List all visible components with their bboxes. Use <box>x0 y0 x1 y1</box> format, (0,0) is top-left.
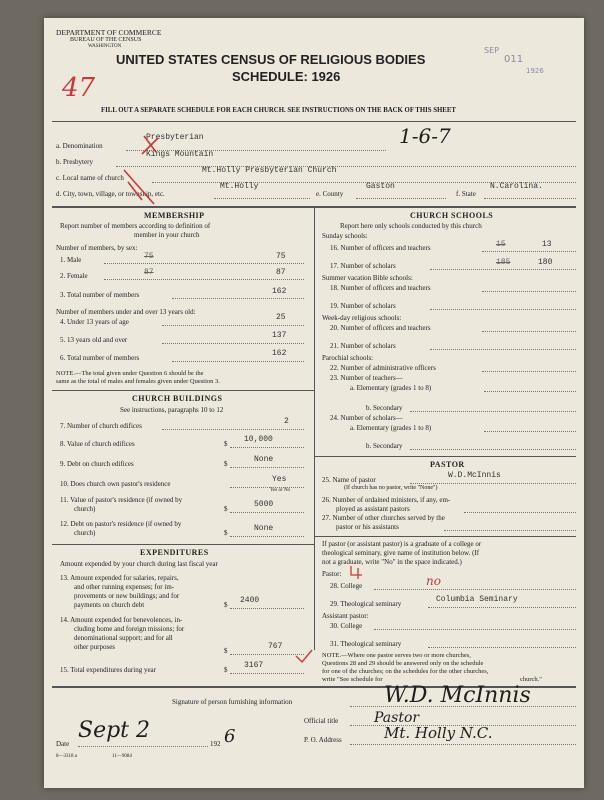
year-value: 6 <box>224 726 236 747</box>
summer-schools-label: Summer vacation Bible schools: <box>322 274 413 282</box>
parochial-schools-label: Parochial schools: <box>322 354 374 362</box>
q4-line <box>162 325 304 326</box>
po-address-label: P. O. Address <box>304 736 342 744</box>
state-value: N.Carolina. <box>490 182 543 191</box>
q24a-line <box>484 431 576 432</box>
q22-line <box>482 371 576 372</box>
city-town-line <box>214 198 310 199</box>
q14-label-2: cluding home and foreign missions; for <box>74 625 185 633</box>
q27-line <box>444 530 576 531</box>
q15-dollar: $ <box>224 666 228 674</box>
q14-label-1: 14. Amount expended for benevolences, in- <box>60 616 183 624</box>
presbytery-label: b. Presbytery <box>56 158 93 166</box>
local-name-label: c. Local name of church <box>56 174 124 182</box>
q4-under13-value: 25 <box>276 313 286 322</box>
po-address-line <box>350 744 576 745</box>
membership-note-2: same as the total of males and females given under Question 3. <box>56 378 220 385</box>
q13-line <box>230 608 304 609</box>
header-rule <box>52 121 576 122</box>
q15-label: 15. Total expenditures during year <box>60 666 156 674</box>
members-by-sex-label: Number of members, by sex: <box>56 244 138 252</box>
age-group-label: Number of members under and over 13 years old: <box>56 308 196 316</box>
q28-label: 28. College <box>330 582 363 590</box>
buildings-rule <box>52 390 314 391</box>
q24-label: 24. Number of scholars— <box>330 414 403 422</box>
q17-struck: 185 <box>496 258 511 267</box>
county-label: e. County <box>316 190 344 198</box>
q13-label-1: 13. Amount expended for salaries, repairs, <box>60 574 179 582</box>
expenditures-rule <box>52 544 314 545</box>
form-code-2: 11—9084 <box>112 754 132 759</box>
census-schedule-sheet <box>44 18 584 788</box>
q24a-label: a. Elementary (grades 1 to 8) <box>350 424 432 432</box>
q1-male-struck: 75 <box>144 252 154 261</box>
q16-value: 13 <box>542 240 552 249</box>
q15-line <box>230 673 304 674</box>
local-name-value: Mt.Holly Presbyterian Church <box>202 166 337 175</box>
pastor-note-1: NOTE.—Where one pastor serves two or more churches, <box>322 652 471 659</box>
year-prefix: 192 <box>210 740 221 748</box>
graduate-intro-3: not a graduate, write "No" in the space indicated.) <box>322 558 462 566</box>
q17-label: 17. Number of scholars <box>330 262 396 270</box>
column-divider <box>314 206 315 650</box>
buildings-heading: CHURCH BUILDINGS <box>132 394 223 403</box>
q9-dollar: $ <box>224 460 228 468</box>
form-title: UNITED STATES CENSUS OF RELIGIOUS BODIES <box>116 52 426 67</box>
q5-over13-label: 5. 13 years old and over <box>60 336 128 344</box>
presbytery-line <box>116 166 576 167</box>
q22-label: 22. Number of administrative officers <box>330 364 436 372</box>
state-line <box>484 198 576 199</box>
q17-value: 180 <box>538 258 553 267</box>
q16-label: 16. Number of officers and teachers <box>330 244 431 252</box>
q31-label: 31. Theological seminary <box>330 640 402 648</box>
pastor-note-4: write "See schedule for <box>322 676 383 683</box>
q10-hint: Yes or No <box>270 488 291 493</box>
q29-line <box>428 607 576 608</box>
date-line <box>78 746 208 747</box>
q24b-line <box>410 449 576 450</box>
q14-dollar: $ <box>224 647 228 655</box>
official-title-label: Official title <box>304 717 339 725</box>
q9-debt-label: 9. Debt on church edifices <box>60 460 134 468</box>
q11-line <box>230 512 304 513</box>
q6-line <box>172 361 304 362</box>
q28-value: no <box>426 574 441 588</box>
q27-label-1: 27. Number of other churches served by the <box>322 514 445 522</box>
q5-over13-value: 137 <box>272 331 287 340</box>
q25-label: 25. Name of pastor <box>322 476 376 484</box>
q23b-label: b. Secondary <box>366 404 403 412</box>
pastor-note-5: church." <box>520 676 542 683</box>
q21-line <box>430 349 576 350</box>
q13-value: 2400 <box>240 596 260 605</box>
sunday-schools-label: Sunday schools: <box>322 232 368 240</box>
graduate-intro-2: theological seminary, give name of institution below. (If <box>322 549 480 557</box>
q31-line <box>428 647 576 648</box>
form-schedule-year: SCHEDULE: 1926 <box>232 69 341 84</box>
presbytery-value: Kings Mountain <box>146 150 214 159</box>
q19-label: 19. Number of scholars <box>330 302 396 310</box>
membership-heading: MEMBERSHIP <box>144 211 205 220</box>
q18-label: 18. Number of officers and teachers <box>330 284 431 292</box>
schools-heading: CHURCH SCHOOLS <box>410 211 494 220</box>
q13-dollar: $ <box>224 601 228 609</box>
q12-value: None <box>254 524 274 533</box>
expenditures-heading: EXPENDITURES <box>140 548 209 557</box>
q14-line <box>230 654 304 655</box>
pastor-note-2: Questions 28 and 29 should be answered only on the schedule <box>322 660 484 667</box>
q19-line <box>430 309 576 310</box>
graduate-intro-1: If pastor (or assistant pastor) is a graduate of a college or <box>322 540 482 548</box>
q15-red-check <box>294 648 314 664</box>
q12-dollar: $ <box>224 529 228 537</box>
q7-edifices-label: 7. Number of church edifices <box>60 422 142 430</box>
q9-debt-value: None <box>254 455 274 464</box>
q13-label-3: provements or new buildings; and for <box>74 592 180 600</box>
q14-label-4: other purposes <box>74 643 116 651</box>
pastor-note-3: for one of the churches; on the schedules for the other churches, <box>322 668 489 675</box>
q25-hint: (If church has no pastor, write "None") <box>344 485 438 491</box>
q30-label: 30. College <box>330 622 363 630</box>
county-line <box>356 198 446 199</box>
q6-total-value: 162 <box>272 349 287 358</box>
q28-line <box>374 589 576 590</box>
q18-line <box>482 291 576 292</box>
bureau-label: BUREAU OF THE CENSUS <box>70 37 142 43</box>
q14-label-3: denominational support; and for all <box>74 634 173 642</box>
received-stamp-year: 1926 <box>526 67 544 75</box>
q3-total-value: 162 <box>272 287 287 296</box>
q8-value-amount: 10,000 <box>244 435 273 444</box>
q29-value: Columbia Seminary <box>436 595 518 604</box>
pastor-red-mark <box>348 564 368 580</box>
q1-line <box>104 263 304 264</box>
q6-total-label: 6. Total number of members <box>60 354 140 362</box>
q26-line <box>464 512 576 513</box>
q26-label-1: 26. Number of ordained ministers, if any, em- <box>322 496 451 504</box>
q12-line <box>230 536 304 537</box>
q13-label-4: payments on church debt <box>74 601 145 609</box>
q12-label-1: 12. Debt on pastor's residence (if owned by <box>60 520 182 528</box>
received-stamp-number: 011 <box>504 54 524 65</box>
q10-line <box>230 487 304 488</box>
q2-female-struck: 87 <box>144 268 154 277</box>
assistant-pastor-label: Assistant pastor: <box>322 612 369 620</box>
q20-line <box>482 331 576 332</box>
pastor-rule <box>314 456 576 457</box>
q27-label-2: pastor or his assistants <box>336 523 399 531</box>
q15-value: 3167 <box>244 661 264 670</box>
weekday-schools-label: Week-day religious schools: <box>322 314 402 322</box>
q2-female-label: 2. Female <box>60 272 88 280</box>
q11-label-1: 11. Value of pastor's residence (if owned by <box>60 496 183 504</box>
q14-value: 767 <box>268 642 283 651</box>
q16-line <box>482 251 576 252</box>
q30-line <box>374 629 576 630</box>
q29-label: 29. Theological seminary <box>330 600 402 608</box>
q25-line <box>410 483 576 484</box>
q7-line <box>162 429 304 430</box>
q3-line <box>172 298 304 299</box>
county-value: Gaston <box>366 182 395 191</box>
schools-subtitle: Report here only schools conducted by this church <box>340 222 482 230</box>
instruction-line: FILL OUT A SEPARATE SCHEDULE FOR EACH CHURCH. SEE INSTRUCTIONS ON THE BACK OF THIS SHEET <box>101 107 456 114</box>
classification-code: 1-6-7 <box>399 124 451 148</box>
signature-label: Signature of person furnishing information <box>172 698 293 706</box>
received-stamp-month: SEP <box>484 46 499 55</box>
city-town-value: Mt.Holly <box>220 182 259 191</box>
q2-line <box>104 279 304 280</box>
handwritten-number: 47 <box>62 73 96 103</box>
signature-value: W.D. McInnis <box>384 683 531 708</box>
q11-value: 5000 <box>254 500 274 509</box>
q24b-label: b. Secondary <box>366 442 403 450</box>
form-code: 8—3318 a <box>56 754 77 759</box>
pastor-divider <box>314 536 576 537</box>
q23-label: 23. Number of teachers— <box>330 374 403 382</box>
q10-residence-label: 10. Does church own pastor's residence <box>60 480 171 488</box>
city-label: WASHINGTON <box>88 44 122 49</box>
q7-edifices-value: 2 <box>284 417 289 426</box>
q11-label-2: church) <box>74 505 96 513</box>
q23a-label: a. Elementary (grades 1 to 8) <box>350 384 432 392</box>
q23a-line <box>484 391 576 392</box>
q4-under13-label: 4. Under 13 years of age <box>60 318 129 326</box>
q10-residence-value: Yes <box>272 475 287 484</box>
pastor-heading: PASTOR <box>430 460 465 469</box>
denomination-value: Presbyterian <box>146 133 204 142</box>
membership-subtitle-2: member in your church <box>134 231 200 239</box>
pastor-sub-label: Pastor: <box>322 570 342 578</box>
buildings-subtitle: See instructions, paragraphs 10 to 12 <box>120 406 224 414</box>
city-town-label: d. City, town, village, or township, etc. <box>56 190 165 198</box>
q5-line <box>162 343 304 344</box>
official-title-value: Pastor <box>374 710 420 726</box>
q9-line <box>230 467 304 468</box>
q8-dollar: $ <box>224 440 228 448</box>
q11-dollar: $ <box>224 505 228 513</box>
q1-male-label: 1. Male <box>60 256 82 264</box>
membership-subtitle-1: Report number of members according to definition of <box>60 222 211 230</box>
denomination-label: a. Denomination <box>56 142 103 150</box>
q17-line <box>430 269 576 270</box>
q1-male-value: 75 <box>276 252 286 261</box>
q13-label-2: and other running expenses; for im- <box>74 583 175 591</box>
q16-struck: 15 <box>496 240 506 249</box>
q8-line <box>230 447 304 448</box>
q25-value: W.D.McInnis <box>448 471 501 480</box>
membership-note-1: NOTE.—The total given under Question 6 should be the <box>56 370 204 377</box>
date-label: Date <box>56 740 70 748</box>
q12-label-2: church) <box>74 529 96 537</box>
state-label: f. State <box>456 190 476 198</box>
po-address-value: Mt. Holly N.C. <box>384 724 493 742</box>
q21-label: 21. Number of scholars <box>330 342 396 350</box>
q2-female-value: 87 <box>276 268 286 277</box>
q20-label: 20. Number of officers and teachers <box>330 324 431 332</box>
red-pen-check-marks <box>114 130 184 210</box>
q8-value-label: 8. Value of church edifices <box>60 440 135 448</box>
q3-total-label: 3. Total number of members <box>60 291 140 299</box>
q23b-line <box>410 411 576 412</box>
date-value: Sept 2 <box>78 718 151 743</box>
department-label: DEPARTMENT OF COMMERCE <box>56 28 162 37</box>
q26-label-2: ployed as assistant pastors <box>336 505 410 513</box>
expenditures-subtitle: Amount expended by your church during last fiscal year <box>60 560 218 568</box>
